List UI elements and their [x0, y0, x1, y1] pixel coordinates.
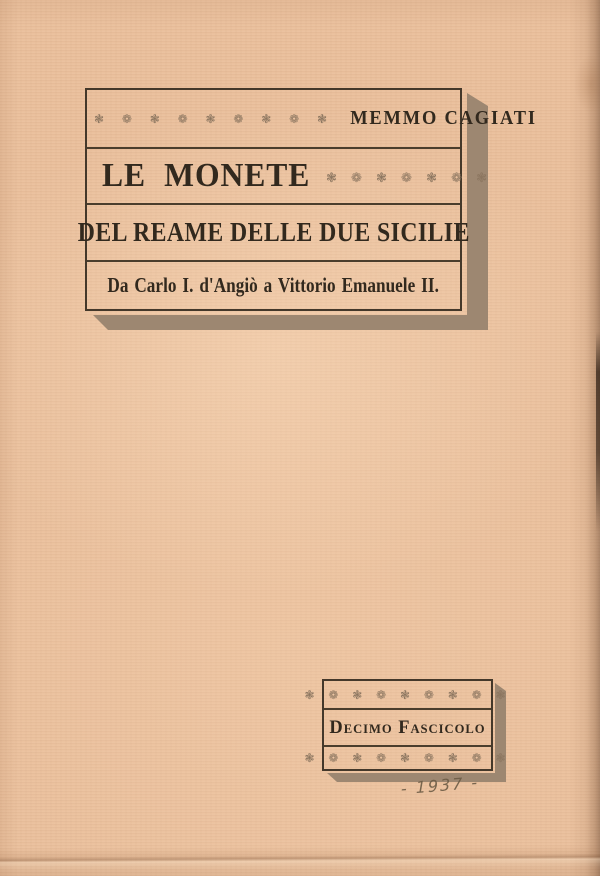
subtitle-row	[77, 205, 470, 260]
fascicle-number: Decimo Fascicolo	[329, 716, 486, 738]
fascicle-label	[304, 679, 511, 771]
title-label-shadow-bottom	[93, 315, 488, 330]
fascicle-ornaments-top-row	[304, 681, 511, 708]
fascicle-text-row	[324, 710, 491, 745]
range-row	[87, 262, 460, 309]
author-name: MEMMO CAGIATI	[350, 107, 537, 129]
title-label	[77, 88, 537, 311]
book-subtitle: DEL REAME DELLE DUE SICILIE	[77, 217, 470, 247]
book-title: LE MONETE	[102, 157, 311, 194]
fleuron-ornaments-icon: ❃ ❁ ❃ ❁ ❃ ❁ ❃	[325, 170, 493, 186]
fascicle-ornaments-bottom-row	[304, 747, 511, 769]
right-edge-dark-sliver	[596, 332, 600, 532]
title-row	[87, 149, 493, 203]
bottom-crease	[0, 844, 600, 872]
fleuron-ornaments-icon: ❃ ❁ ❃ ❁ ❃ ❁ ❃ ❁ ❃	[94, 111, 335, 126]
book-range-subtitle: Da Carlo I. d'Angiò a Vittorio Emanuele II.	[107, 273, 440, 297]
fleuron-ornaments-icon: ❃ ❁ ❃ ❁ ❃ ❁ ❃ ❁ ❃	[304, 751, 511, 765]
author-row	[87, 90, 537, 147]
handwritten-year-note: - 1937 -	[400, 772, 480, 799]
fleuron-ornaments-icon: ❃ ❁ ❃ ❁ ❃ ❁ ❃ ❁ ❃	[304, 687, 511, 702]
